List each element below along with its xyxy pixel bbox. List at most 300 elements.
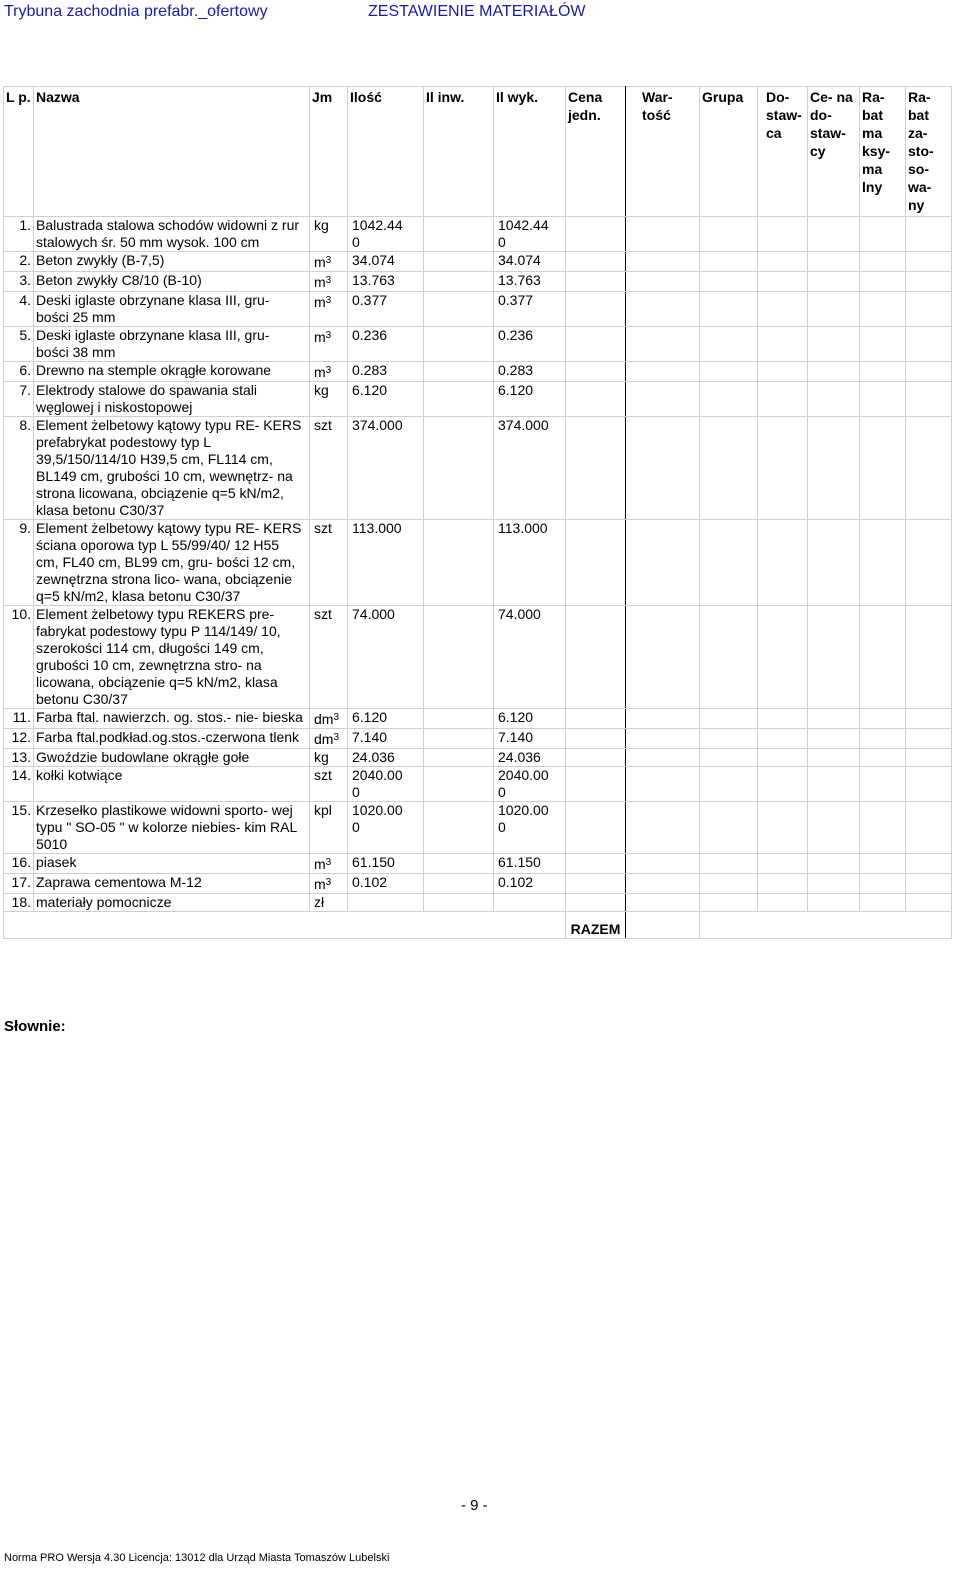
row-dostawca (758, 606, 808, 709)
row-name: Deski iglaste obrzynane klasa III, gru- bości 25 mm (34, 292, 310, 327)
summary-empty (700, 912, 952, 939)
row-cena-dostawcy (808, 417, 860, 520)
row-lp: 17. (4, 874, 34, 894)
row-name: Deski iglaste obrzynane klasa III, gru- bości 38 mm (34, 327, 310, 362)
row-jm-unit: m (314, 856, 326, 872)
row-il-wyk: 7.140 (494, 729, 566, 749)
row-jm-unit: kpl (314, 802, 332, 818)
row-name: Gwoździe budowlane okrągłe gołe (34, 749, 310, 767)
row-wartosc (626, 327, 700, 362)
row-ilosc: 1042.44 0 (348, 217, 424, 252)
row-jm-exponent: 3 (325, 275, 332, 286)
row-cena-dostawcy (808, 362, 860, 382)
row-jm-exponent: 3 (325, 365, 332, 376)
row-cena (566, 292, 626, 327)
row-grupa (700, 520, 758, 606)
row-rabat-max (860, 292, 906, 327)
row-rabat-zast (906, 749, 952, 767)
table-row (4, 606, 952, 709)
summary-spacer (4, 912, 566, 939)
col-cena-dostawcy: Ce- na do- staw- cy (808, 87, 860, 217)
row-il-wyk: 24.036 (494, 749, 566, 767)
row-jm-unit: kg (314, 217, 329, 233)
row-cena (566, 252, 626, 272)
row-rabat-max (860, 362, 906, 382)
row-lp: 8. (4, 417, 34, 520)
row-rabat-zast (906, 362, 952, 382)
row-il-wyk: 1042.44 0 (494, 217, 566, 252)
row-cena-dostawcy (808, 520, 860, 606)
row-il-wyk: 74.000 (494, 606, 566, 709)
row-name: Krzesełko plastikowe widowni sporto- wej typu " SO-05 " w kolorze niebies- kim RAL 5010 (34, 802, 310, 854)
row-il-inw (424, 362, 494, 382)
row-wartosc (626, 292, 700, 327)
row-il-inw (424, 709, 494, 729)
row-rabat-zast (906, 252, 952, 272)
row-lp: 1. (4, 217, 34, 252)
row-il-wyk: 0.377 (494, 292, 566, 327)
row-rabat-max (860, 749, 906, 767)
row-name: Element żelbetowy kątowy typu RE- KERS ściana oporowa typ L 55/99/40/ 12 H55 cm, FL40 cm, BL99 cm, gru- bości 12 cm, zewnętrzna strona lico- wana, obciązenie q=5 kN/m2, klasa betonu C30/37 (34, 520, 310, 606)
row-dostawca (758, 292, 808, 327)
row-il-inw (424, 749, 494, 767)
row-cena-dostawcy (808, 767, 860, 802)
row-cena (566, 520, 626, 606)
row-il-inw (424, 874, 494, 894)
row-rabat-max (860, 382, 906, 417)
row-jm (310, 327, 348, 362)
table-row (4, 382, 952, 417)
row-rabat-max (860, 520, 906, 606)
row-lp: 16. (4, 854, 34, 874)
row-il-inw (424, 417, 494, 520)
summary-row (4, 912, 952, 939)
table-row (4, 520, 952, 606)
row-grupa (700, 327, 758, 362)
row-name: Farba ftal. nawierzch. og. stos.- nie- bieska (34, 709, 310, 729)
row-lp: 2. (4, 252, 34, 272)
row-jm (310, 252, 348, 272)
col-il-inw: Il inw. (424, 87, 494, 217)
row-rabat-zast (906, 894, 952, 912)
row-grupa (700, 894, 758, 912)
row-lp: 11. (4, 709, 34, 729)
table-row (4, 417, 952, 520)
row-name: piasek (34, 854, 310, 874)
row-cena (566, 327, 626, 362)
col-ilosc: Ilość (348, 87, 424, 217)
row-il-inw (424, 767, 494, 802)
row-dostawca (758, 894, 808, 912)
row-cena-dostawcy (808, 854, 860, 874)
row-jm (310, 272, 348, 292)
row-jm-unit: szt (314, 520, 332, 536)
row-jm-unit: m (314, 876, 326, 892)
row-dostawca (758, 382, 808, 417)
row-lp: 14. (4, 767, 34, 802)
row-cena (566, 362, 626, 382)
row-rabat-zast (906, 854, 952, 874)
table-row (4, 894, 952, 912)
row-wartosc (626, 749, 700, 767)
row-il-inw (424, 217, 494, 252)
row-grupa (700, 382, 758, 417)
row-lp: 3. (4, 272, 34, 292)
row-jm-exponent: 3 (325, 857, 332, 868)
row-lp: 9. (4, 520, 34, 606)
row-jm-exponent: 3 (325, 255, 332, 266)
row-ilosc: 6.120 (348, 382, 424, 417)
row-rabat-max (860, 709, 906, 729)
row-lp: 6. (4, 362, 34, 382)
row-dostawca (758, 729, 808, 749)
row-dostawca (758, 217, 808, 252)
table-row (4, 709, 952, 729)
table-row (4, 292, 952, 327)
summary-label: RAZEM (566, 912, 626, 939)
row-jm (310, 417, 348, 520)
row-grupa (700, 252, 758, 272)
row-wartosc (626, 767, 700, 802)
row-rabat-zast (906, 272, 952, 292)
row-grupa (700, 362, 758, 382)
row-name: Element żelbetowy kątowy typu RE- KERS prefabrykat podestowy typ L 39,5/150/114/10 H39,5 cm, FL114 cm, BL149 cm, grubości 10 cm, wewnętrz- na strona licowana, obciązenie q=5 kN/m2, klasa betonu C30/37 (34, 417, 310, 520)
col-lp: L p. (4, 87, 34, 217)
row-rabat-zast (906, 327, 952, 362)
row-rabat-zast (906, 767, 952, 802)
row-il-inw (424, 272, 494, 292)
row-wartosc (626, 417, 700, 520)
row-grupa (700, 802, 758, 854)
row-cena (566, 709, 626, 729)
row-cena-dostawcy (808, 217, 860, 252)
row-wartosc (626, 802, 700, 854)
row-wartosc (626, 217, 700, 252)
table-row (4, 874, 952, 894)
table-row (4, 767, 952, 802)
row-cena-dostawcy (808, 894, 860, 912)
row-il-inw (424, 327, 494, 362)
row-wartosc (626, 854, 700, 874)
row-il-wyk: 0.283 (494, 362, 566, 382)
row-rabat-max (860, 217, 906, 252)
row-rabat-max (860, 874, 906, 894)
row-ilosc: 2040.00 0 (348, 767, 424, 802)
row-jm (310, 606, 348, 709)
row-name: materiały pomocnicze (34, 894, 310, 912)
row-wartosc (626, 874, 700, 894)
row-grupa (700, 292, 758, 327)
row-dostawca (758, 362, 808, 382)
row-cena (566, 417, 626, 520)
row-dostawca (758, 252, 808, 272)
row-jm-unit: m (314, 274, 326, 290)
row-dostawca (758, 854, 808, 874)
row-wartosc (626, 606, 700, 709)
row-cena-dostawcy (808, 606, 860, 709)
row-wartosc (626, 520, 700, 606)
row-il-inw (424, 292, 494, 327)
row-cena-dostawcy (808, 252, 860, 272)
row-rabat-zast (906, 217, 952, 252)
row-jm (310, 767, 348, 802)
row-cena (566, 874, 626, 894)
row-rabat-max (860, 272, 906, 292)
row-grupa (700, 417, 758, 520)
row-cena-dostawcy (808, 709, 860, 729)
row-jm-unit: m (314, 254, 326, 270)
col-rabat-max: Ra- bat ma ksy- ma lny (860, 87, 906, 217)
row-dostawca (758, 520, 808, 606)
col-dostawca: Do- staw- ca (758, 87, 808, 217)
row-il-inw (424, 520, 494, 606)
row-rabat-max (860, 802, 906, 854)
row-cena-dostawcy (808, 802, 860, 854)
row-jm-unit: m (314, 364, 326, 380)
row-wartosc (626, 709, 700, 729)
row-wartosc (626, 382, 700, 417)
row-name: Element żelbetowy typu REKERS pre- fabrykat podestowy typu P 114/149/ 10, szerokości 114 cm, długości 149 cm, grubości 10 cm, zewnętrzna stro- na licowana, obciązenie q=5 kN/m2, klasa betonu C30/37 (34, 606, 310, 709)
row-cena (566, 272, 626, 292)
row-ilosc (348, 894, 424, 912)
col-grupa: Grupa (700, 87, 758, 217)
table-row (4, 729, 952, 749)
row-dostawca (758, 709, 808, 729)
row-ilosc: 1020.00 0 (348, 802, 424, 854)
document-header-section: ZESTAWIENIE MATERIAŁÓW (368, 3, 586, 20)
row-rabat-zast (906, 874, 952, 894)
row-name: Balustrada stalowa schodów widowni z rur stalowych śr. 50 mm wysok. 100 cm (34, 217, 310, 252)
slownie-label: Słownie: (4, 1018, 66, 1035)
row-ilosc: 34.074 (348, 252, 424, 272)
row-ilosc: 0.236 (348, 327, 424, 362)
row-jm-exponent: 3 (325, 295, 332, 306)
row-jm (310, 874, 348, 894)
row-ilosc: 74.000 (348, 606, 424, 709)
row-ilosc: 13.763 (348, 272, 424, 292)
row-wartosc (626, 252, 700, 272)
row-rabat-max (860, 252, 906, 272)
table-row (4, 217, 952, 252)
row-rabat-zast (906, 520, 952, 606)
row-ilosc: 0.283 (348, 362, 424, 382)
row-wartosc (626, 272, 700, 292)
row-ilosc: 61.150 (348, 854, 424, 874)
row-il-inw (424, 729, 494, 749)
table-row (4, 272, 952, 292)
row-rabat-zast (906, 382, 952, 417)
row-cena (566, 217, 626, 252)
row-il-wyk (494, 894, 566, 912)
row-wartosc (626, 362, 700, 382)
table-row (4, 854, 952, 874)
row-name: Farba ftal.podkład.og.stos.-czerwona tlenk (34, 729, 310, 749)
row-ilosc: 113.000 (348, 520, 424, 606)
table-row (4, 327, 952, 362)
col-il-wyk: Il wyk. (494, 87, 566, 217)
row-rabat-max (860, 854, 906, 874)
row-ilosc: 374.000 (348, 417, 424, 520)
row-lp: 18. (4, 894, 34, 912)
row-cena-dostawcy (808, 327, 860, 362)
row-dostawca (758, 272, 808, 292)
row-name: Zaprawa cementowa M-12 (34, 874, 310, 894)
row-cena (566, 382, 626, 417)
row-grupa (700, 854, 758, 874)
row-rabat-max (860, 417, 906, 520)
row-cena-dostawcy (808, 382, 860, 417)
row-il-wyk: 0.102 (494, 874, 566, 894)
row-jm (310, 217, 348, 252)
row-lp: 7. (4, 382, 34, 417)
row-grupa (700, 767, 758, 802)
row-rabat-max (860, 767, 906, 802)
row-name: Drewno na stemple okrągłe korowane (34, 362, 310, 382)
materials-table (3, 86, 952, 939)
row-name: Elektrody stalowe do spawania stali węglowej i niskostopowej (34, 382, 310, 417)
summary-value (626, 912, 700, 939)
row-jm (310, 292, 348, 327)
row-jm (310, 729, 348, 749)
row-jm (310, 520, 348, 606)
row-jm-unit: dm (314, 731, 334, 747)
row-il-inw (424, 802, 494, 854)
row-jm (310, 802, 348, 854)
row-cena (566, 749, 626, 767)
row-ilosc: 0.102 (348, 874, 424, 894)
col-nazwa: Nazwa (34, 87, 310, 217)
col-jm: Jm (310, 87, 348, 217)
row-il-wyk: 61.150 (494, 854, 566, 874)
row-lp: 12. (4, 729, 34, 749)
row-jm-unit: szt (314, 417, 332, 433)
row-jm-unit: kg (314, 749, 329, 765)
row-jm-unit: m (314, 329, 326, 345)
row-il-wyk: 6.120 (494, 382, 566, 417)
row-ilosc: 7.140 (348, 729, 424, 749)
row-wartosc (626, 729, 700, 749)
row-rabat-zast (906, 729, 952, 749)
row-jm-unit: m (314, 294, 326, 310)
row-dostawca (758, 874, 808, 894)
row-jm-unit: kg (314, 382, 329, 398)
row-jm-exponent: 3 (325, 330, 332, 341)
row-jm-exponent: 3 (333, 732, 340, 743)
row-il-inw (424, 252, 494, 272)
table-row (4, 362, 952, 382)
row-il-wyk: 13.763 (494, 272, 566, 292)
row-ilosc: 6.120 (348, 709, 424, 729)
row-rabat-zast (906, 802, 952, 854)
row-rabat-zast (906, 417, 952, 520)
row-jm-unit: szt (314, 767, 332, 783)
row-jm-exponent: 3 (325, 877, 332, 888)
row-lp: 15. (4, 802, 34, 854)
row-rabat-max (860, 894, 906, 912)
row-name: Beton zwykły C8/10 (B-10) (34, 272, 310, 292)
row-name: Beton zwykły (B-7,5) (34, 252, 310, 272)
page-number: - 9 - (461, 1497, 488, 1514)
row-jm (310, 894, 348, 912)
row-il-wyk: 2040.00 0 (494, 767, 566, 802)
row-cena (566, 767, 626, 802)
row-rabat-max (860, 327, 906, 362)
row-grupa (700, 217, 758, 252)
row-jm (310, 709, 348, 729)
row-il-inw (424, 854, 494, 874)
row-cena-dostawcy (808, 749, 860, 767)
document-header-title: Trybuna zachodnia prefabr._ofertowy (4, 3, 268, 20)
row-dostawca (758, 749, 808, 767)
row-lp: 10. (4, 606, 34, 709)
row-jm-unit: szt (314, 606, 332, 622)
row-rabat-max (860, 729, 906, 749)
row-jm-exponent: 3 (333, 712, 340, 723)
row-il-wyk: 0.236 (494, 327, 566, 362)
row-il-wyk: 113.000 (494, 520, 566, 606)
row-rabat-zast (906, 606, 952, 709)
row-ilosc: 0.377 (348, 292, 424, 327)
row-il-inw (424, 894, 494, 912)
row-cena (566, 894, 626, 912)
col-cena: Cena jedn. (566, 87, 626, 217)
col-rabat-zast: Ra- bat za- sto- so- wa- ny (906, 87, 952, 217)
row-cena-dostawcy (808, 874, 860, 894)
row-il-wyk: 6.120 (494, 709, 566, 729)
row-dostawca (758, 767, 808, 802)
row-jm-unit: zł (314, 894, 325, 910)
row-jm (310, 362, 348, 382)
row-grupa (700, 272, 758, 292)
row-grupa (700, 606, 758, 709)
row-grupa (700, 709, 758, 729)
row-grupa (700, 729, 758, 749)
row-cena-dostawcy (808, 272, 860, 292)
row-cena-dostawcy (808, 729, 860, 749)
row-rabat-zast (906, 292, 952, 327)
row-name: kołki kotwiące (34, 767, 310, 802)
row-jm-unit: dm (314, 711, 334, 727)
row-dostawca (758, 327, 808, 362)
table-row (4, 749, 952, 767)
row-cena (566, 802, 626, 854)
col-wartosc: War- tość (626, 87, 700, 217)
row-grupa (700, 749, 758, 767)
row-lp: 13. (4, 749, 34, 767)
table-header-row (4, 87, 952, 217)
table-row (4, 802, 952, 854)
row-wartosc (626, 894, 700, 912)
row-cena (566, 606, 626, 709)
row-lp: 5. (4, 327, 34, 362)
row-dostawca (758, 417, 808, 520)
row-jm (310, 854, 348, 874)
row-il-wyk: 374.000 (494, 417, 566, 520)
row-il-wyk: 1020.00 0 (494, 802, 566, 854)
footer-license: Norma PRO Wersja 4.30 Licencja: 13012 dla Urząd Miasta Tomaszów Lubelski (4, 1552, 390, 1564)
row-cena (566, 854, 626, 874)
row-il-inw (424, 382, 494, 417)
row-jm (310, 382, 348, 417)
row-cena (566, 729, 626, 749)
row-il-wyk: 34.074 (494, 252, 566, 272)
row-rabat-max (860, 606, 906, 709)
row-ilosc: 24.036 (348, 749, 424, 767)
row-jm (310, 749, 348, 767)
row-lp: 4. (4, 292, 34, 327)
row-dostawca (758, 802, 808, 854)
row-cena-dostawcy (808, 292, 860, 327)
